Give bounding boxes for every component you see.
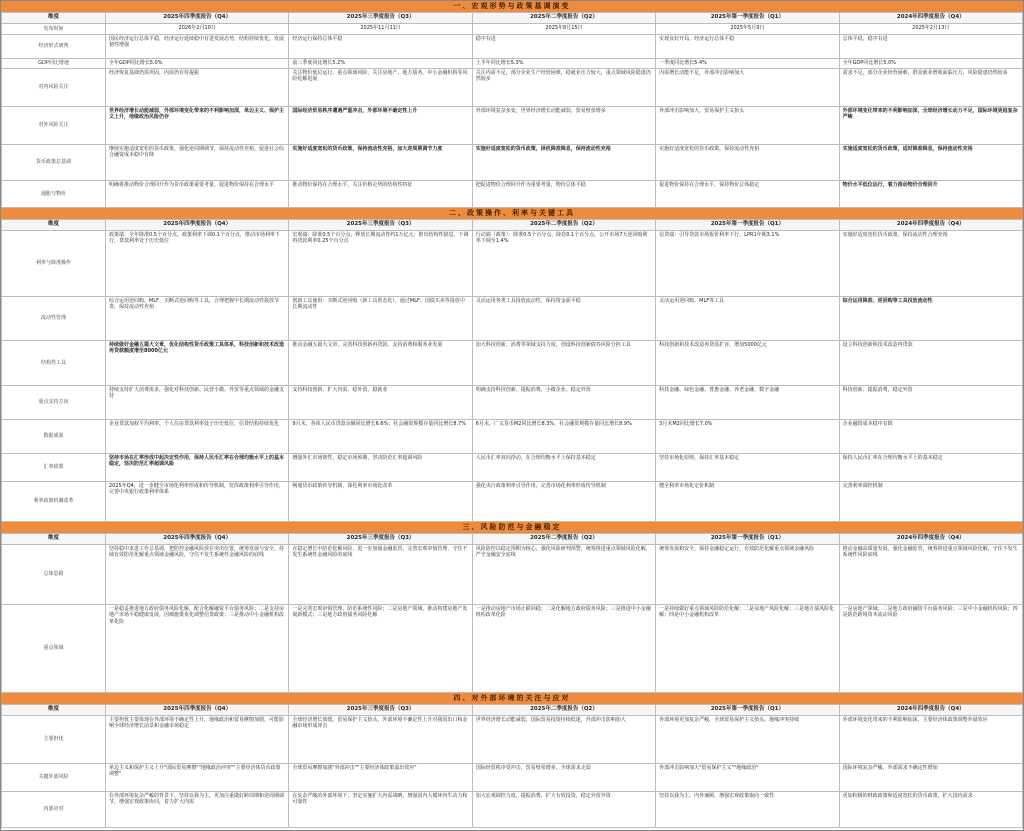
table-cell: 更加积极的财政政策和适度宽松的货币政策，扩大国内需求 <box>839 792 1022 828</box>
table-cell: 在复杂严峻的外部环境下，坚定实施扩大内需战略，增强国内大循环内生动力和可靠性 <box>289 792 472 828</box>
row-label: 通胀与物价 <box>2 181 106 208</box>
table-cell: 2025年Q4，进一步健全市场化利率形成和传导机制，发挥政策利率引导作用，完善中央银行政策利率体系 <box>106 482 289 522</box>
section-title: 一、宏观形势与政策基调演变 <box>1 1 1023 12</box>
table-cell: 上半年同比增长5.3% <box>472 59 655 69</box>
table-cell: 明确将推动物价合理回升作为货币政策重要考量，促进物价保持在合理水平 <box>106 181 289 208</box>
table-cell: 保持人民币汇率在合理均衡水平上的基本稳定 <box>839 454 1022 482</box>
table-row <box>2 545 1023 605</box>
table-cell: 坚持市场化原则，保持汇率基本稳定 <box>656 454 839 482</box>
column-header: 2024年四季度报告（Q4） <box>839 705 1022 716</box>
row-label: 重点支持方向 <box>2 386 106 420</box>
row-label: 总体思路 <box>2 545 106 605</box>
row-label: 内部应对 <box>2 792 106 828</box>
column-header: 2025年三季度报告（Q3） <box>289 13 472 24</box>
table-cell: 前三季度同比增长5.2% <box>289 59 472 69</box>
table-cell: 经济运行保持总体平稳 <box>289 35 472 59</box>
table-header-row <box>2 220 1023 231</box>
table-cell: 增强外汇市场韧性，稳定市场预期，坚决防范汇率超调风险 <box>289 454 472 482</box>
table-cell: 3月末M2同比增长7.0% <box>656 420 839 454</box>
table-cell: 实施适度宽松的货币政策，适时降准降息，保持流动性充裕 <box>839 145 1022 181</box>
table-cell: 实施好适度宽松的货币政策，保持流动性充裕，加大逆周期调节力度 <box>289 145 472 181</box>
table-cell: 坚持稳中求进工作总基调，把防控金融风险放在突出位置，统筹发展与安全，持续有效防范化解重点领域金融风险，守住不发生系统性金融风险的底线 <box>106 545 289 605</box>
table-cell: 综合运用降准、逆回购等工具投放流动性 <box>839 297 1022 341</box>
table-cell: 全球经济增长放缓，贸易保护主义抬头，外部环境不确定性上升对我国出口和金融市场形成冲击 <box>289 716 472 764</box>
table-cell: 单边主义和保护主义上升"国际贸易摩擦""地缘政治冲突""主要经济体货币政策调整" <box>106 764 289 792</box>
column-header: 2025年第一季度报告（Q1） <box>656 220 839 231</box>
table-cell: 行动端（政策）：降准0.5个百分点，降息0.1个百分点，公开市场7天逆回购利率下调至1.4% <box>472 231 655 297</box>
table-cell: 加大科技创新、消费等领域支持力度，创设科技创新债券风险分担工具 <box>472 341 655 386</box>
row-label: 对外风险关注 <box>2 107 106 145</box>
table-cell: 2026年2月10日 <box>106 24 289 35</box>
column-header: 2025年四季度报告（Q4） <box>106 220 289 231</box>
table-cell: 畅通货币政策传导机制，深化利率市场化改革 <box>289 482 472 522</box>
table-cell: 坚持市场在汇率形成中起决定性作用，保持人民币汇率在合理均衡水平上的基本稳定，坚决防范汇率超调风险 <box>106 454 289 482</box>
row-label: 对内风险关注 <box>2 69 106 107</box>
table-cell: 风险防控以稳定预期为核心，强化风险研判预警，统筹推进重点领域风险化解，严守金融安全底线 <box>472 545 655 605</box>
table-cell: 一是房地产领域；二是地方政府融资平台债务风险；三是中小金融机构风险；四是防范跨境资本流动风险 <box>839 605 1022 693</box>
table-cell: 外部冲击影响加大"贸易保护主义""地缘政治" <box>656 764 839 792</box>
table-row <box>2 386 1023 420</box>
table-cell: 一是持续做好重点领域风险防范化解；二是房地产风险化解；三是地方债风险化解；四是中小金融机构改革 <box>656 605 839 693</box>
table-row <box>2 764 1023 792</box>
table-cell: 企业融资成本稳中有降 <box>839 420 1022 454</box>
row-label: 主要担忧 <box>2 716 106 764</box>
row-label: 重点领域 <box>2 605 106 693</box>
table-cell: 2025年11月11日 <box>289 24 472 35</box>
section-table <box>1 704 1023 828</box>
row-label: 发布时间 <box>2 24 106 35</box>
table-row <box>2 792 1023 828</box>
row-label: 利率政策机制改革 <box>2 482 106 522</box>
table-row <box>2 145 1023 181</box>
table-cell: 外部环境更加复杂严峻，全球贸易保护主义抬头，地缘冲突持续 <box>656 716 839 764</box>
row-label: 关键外部风险 <box>2 764 106 792</box>
column-header: 2024年四季度报告（Q4） <box>839 13 1022 24</box>
table-cell: 一季度同比增长5.4% <box>656 59 839 69</box>
table-cell: 设立科技创新和技术改造再贷款 <box>839 341 1022 386</box>
table-cell: 科技创新、提振消费、稳定外贸 <box>839 386 1022 420</box>
table-cell: 关注物价低位运行、重点领域风险，关注房地产、地方债务、中小金融机构等风险化解进展 <box>289 69 472 107</box>
table-cell: 一是完善宏观审慎管理，防范系统性风险；二是房地产领域，推动构建房地产发展新模式；三是地方政府债务风险化解 <box>289 605 472 693</box>
table-row <box>2 24 1023 35</box>
table-cell: 完善利率调控机制 <box>839 482 1022 522</box>
column-header: 2024年四季度报告（Q4） <box>839 220 1022 231</box>
table-cell: 全年GDP同比增长5.0% <box>106 59 289 69</box>
table-row <box>2 605 1023 693</box>
column-header: 2025年二季度报告（Q2） <box>472 705 655 716</box>
table-cell: 国际环境复杂严峻，外部需求不确定性增加 <box>839 764 1022 792</box>
row-label: 汇率政策 <box>2 454 106 482</box>
table-cell: 灵活运用各类工具投放流动性，保持资金面平稳 <box>472 297 655 341</box>
table-cell: 9月末，各项人民币贷款余额同比增长6.6%；社会融资规模存量同比增长8.7% <box>289 420 472 454</box>
table-cell: 实施好适度宽松货币政策，保持流动性合理充裕 <box>839 231 1022 297</box>
table-cell: 关注内需不足，部分企业生产经营困难，稳就业压力较大，重点领域风险隐患仍然较多 <box>472 69 655 107</box>
column-header: 2025年四季度报告（Q4） <box>106 534 289 545</box>
table-cell: 世界经济增长动能减弱，外部环境变化带来的不利影响加深，单边主义、保护主义上升，地缘政治风险仍存 <box>106 107 289 145</box>
table-cell: 外部环境变化带来的不利影响加深，主要经济体政策调整外溢效应 <box>839 716 1022 764</box>
table-cell: 持续做好金融五篇大文章，优化结构性货币政策工具体系，科技创新和技术改造再贷款额度增至8000亿元 <box>106 341 289 386</box>
table-cell: 外部环境复杂多变，世界经济增长动能减弱，贸易壁垒增多 <box>472 107 655 145</box>
table-cell: 宏观端：降准0.5个百分点，释放长期流动性约1万亿元；推出结构性降息，下调再贷款利率0.25个百分点 <box>289 231 472 297</box>
table-cell: 推动金融五篇大文章，完善科技创新再贷款，支持消费和服务业发展 <box>289 341 472 386</box>
table-cell: 经济恢复基础仍需巩固，内需仍有待提振 <box>106 69 289 107</box>
table-cell: 在稳定增长中防范化解风险，进一步加强金融监管，完善宏观审慎管理，守住不发生系统性金融风险的底线 <box>289 545 472 605</box>
column-header: 2025年四季度报告（Q4） <box>106 705 289 716</box>
table-header-row <box>2 705 1023 716</box>
table-row <box>2 420 1023 454</box>
column-header: 2025年二季度报告（Q2） <box>472 534 655 545</box>
table-cell: 推动金融高质量发展，强化金融监管，统筹推进重点领域风险化解，守住不发生系统性风险底线 <box>839 545 1022 605</box>
row-label: 结构性工具 <box>2 341 106 386</box>
table-cell: 信贷端：引导贷款市场报价利率下行，LPR1年期3.1% <box>656 231 839 297</box>
table-header-row <box>2 13 1023 24</box>
table-cell: 创新工具使用：买断式逆回购（新工具常态化），通过MLF、国债买卖等投放中长期流动性 <box>289 297 472 341</box>
table-cell: 促进物价保持在合理水平，保持物价总体稳定 <box>656 181 839 208</box>
table-cell: 需求不足，部分企业经营困难，群众就业增收面临压力，风险隐患仍然较多 <box>839 69 1022 107</box>
table-cell: 国际经济贸易秩序遭遇严重冲击，外部环境不确定性上升 <box>289 107 472 145</box>
dim-header: 维度 <box>2 13 106 24</box>
section-table <box>1 533 1023 693</box>
table-cell: 一是推动房地产市场止跌回稳；二是化解地方政府债务风险；三是推进中小金融机构改革化险 <box>472 605 655 693</box>
table-cell: 持续支持扩大消费需求，强化对科技创新、民营小微、外贸等重点领域的金融支持 <box>106 386 289 420</box>
row-label: 流动性管理 <box>2 297 106 341</box>
table-cell: 科技创新和技术改造再贷款扩容，增加5000亿元 <box>656 341 839 386</box>
dim-header: 维度 <box>2 534 106 545</box>
table-row <box>2 107 1023 145</box>
column-header: 2025年第一季度报告（Q1） <box>656 534 839 545</box>
row-label: 利率与降准操作 <box>2 231 106 297</box>
table-cell: 企业贷款加权平均利率、个人住房贷款利率处于历史低位，信贷结构持续优化 <box>106 420 289 454</box>
table-cell: 继续实施适度宽松的货币政策，强化逆周期调节，保持流动性充裕，促进社会综合融资成本稳中有降 <box>106 145 289 181</box>
section-table <box>1 219 1023 522</box>
table-cell: 坚持以我为主、内外兼顾，增强宏观政策取向一致性 <box>656 792 839 828</box>
table-cell: 物价水平低位运行，着力推动物价合理回升 <box>839 181 1022 208</box>
table-cell: 主要担忧主要体现在外部环境不确定性上升，地缘政治和贸易摩擦加剧，可能影响全球经济增长前景和金融市场稳定 <box>106 716 289 764</box>
column-header: 2025年三季度报告（Q3） <box>289 705 472 716</box>
column-header: 2025年四季度报告（Q4） <box>106 13 289 24</box>
table-row <box>2 59 1023 69</box>
table-cell: 明确支持科技创新、提振消费、小微企业、稳定外贸 <box>472 386 655 420</box>
table-cell: 外部冲击影响加大，贸易保护主义抬头 <box>656 107 839 145</box>
table-cell: 在外部环境复杂严峻的背景下，坚持以我为主，更加注重做好跨周期和逆周期调节，增强宏观政策协同，着力扩大内需 <box>106 792 289 828</box>
table-cell: 实现良好开局，经济运行总体平稳 <box>656 35 839 59</box>
table-cell: 一是稳妥推进地方政府债务风险化解，配合化解融资平台债务风险；二是支持房地产市场平稳健康发展，因城施策优化调整信贷政策；三是推动中小金融机构改革化险 <box>106 605 289 693</box>
table-row <box>2 181 1023 208</box>
table-header-row <box>2 534 1023 545</box>
table-cell: 灵活运用逆回购、MLF等工具 <box>656 297 839 341</box>
table-cell: 健全利率市场化定价机制 <box>656 482 839 522</box>
row-label: 数据成果 <box>2 420 106 454</box>
table-cell: 全球贸易摩擦加剧"外部冲击""主要经济体政策溢出效应" <box>289 764 472 792</box>
dim-header: 维度 <box>2 220 106 231</box>
table-cell: 强化央行政策利率引导作用，完善市场化利率形成传导机制 <box>472 482 655 522</box>
section-title: 二、政策操作、利率与关键工具 <box>1 208 1023 219</box>
table-cell: 人民币汇率双向浮动，在合理均衡水平上保持基本稳定 <box>472 454 655 482</box>
table-cell: 把促进物价合理回升作为重要考量，物价总体平稳 <box>472 181 655 208</box>
table-row <box>2 297 1023 341</box>
row-label: GDP同比增速 <box>2 59 106 69</box>
table-cell: 全年GDP同比增长5.0% <box>839 59 1022 69</box>
table-row <box>2 69 1023 107</box>
table-row <box>2 482 1023 522</box>
section-title: 三、风险防范与金融稳定 <box>1 522 1023 533</box>
section-title: 四、对外部环境的关注与应对 <box>1 693 1023 704</box>
table-row <box>2 454 1023 482</box>
section-table <box>1 12 1023 208</box>
table-cell: 外部环境变化带来的不利影响加深，全球经济增长动力不足，国际环境更趋复杂严峻 <box>839 107 1022 145</box>
table-cell: 稳中有进 <box>472 35 655 59</box>
column-header: 2025年三季度报告（Q3） <box>289 220 472 231</box>
table-cell: 国民经济运行总体平稳，经济运行延续稳中有进发展态势，结构持续优化，发展韧性增强 <box>106 35 289 59</box>
table-cell: 2025年5月9日 <box>656 24 839 35</box>
table-cell: 实施好适度宽松的货币政策，择机降准降息，保持流动性充裕 <box>472 145 655 181</box>
table-cell: 加大宏观调控力度，提振消费，扩大有效投资，稳定外贸外资 <box>472 792 655 828</box>
column-header: 2025年三季度报告（Q3） <box>289 534 472 545</box>
table-cell: 国际经贸秩序受冲击，贸易壁垒增多，全球需求走弱 <box>472 764 655 792</box>
table-cell: 世界经济增长动能减弱，国际贸易投资持续低迷，外部冲击影响加大 <box>472 716 655 764</box>
table-row <box>2 35 1023 59</box>
column-header: 2025年二季度报告（Q2） <box>472 13 655 24</box>
table-cell: 综合运用逆回购、MLF、买断式逆回购等工具，合理把握中长期流动性投放节奏，保持流动性充裕 <box>106 297 289 341</box>
column-header: 2025年第一季度报告（Q1） <box>656 705 839 716</box>
table-row <box>2 341 1023 386</box>
table-cell: 2025年8月15日 <box>472 24 655 35</box>
column-header: 2025年二季度报告（Q2） <box>472 220 655 231</box>
table-cell: 2025年2月13日 <box>839 24 1022 35</box>
row-label: 货币政策总基调 <box>2 145 106 181</box>
table-cell: 推动物价保持在合理水平，关注价格走势的结构性特征 <box>289 181 472 208</box>
column-header: 2025年第一季度报告（Q1） <box>656 13 839 24</box>
table-cell: 6月末，广义货币M2同比增长8.3%，社会融资规模存量同比增长8.9% <box>472 420 655 454</box>
table-row <box>2 231 1023 297</box>
table-cell: 统筹发展和安全，保持金融稳定运行，有效防范化解重点领域金融风险 <box>656 545 839 605</box>
table-cell: 政策端：全年降准0.5个百分点，政策利率下调0.1个百分点，推动市场利率下行，贷款利率处于历史低位 <box>106 231 289 297</box>
table-row <box>2 716 1023 764</box>
table-cell: 支持科技创新、扩大内需、稳外贸、稳就业 <box>289 386 472 420</box>
column-header: 2024年四季度报告（Q4） <box>839 534 1022 545</box>
table-cell: 科技金融、绿色金融、普惠金融、养老金融、数字金融 <box>656 386 839 420</box>
table-cell: 总体平稳，稳中有进 <box>839 35 1022 59</box>
table-cell: 内需增长动能不足，外部冲击影响加大 <box>656 69 839 107</box>
dim-header: 维度 <box>2 705 106 716</box>
row-label: 经济形式研判 <box>2 35 106 59</box>
table-cell: 实施好适度宽松的货币政策，保持流动性充裕 <box>656 145 839 181</box>
